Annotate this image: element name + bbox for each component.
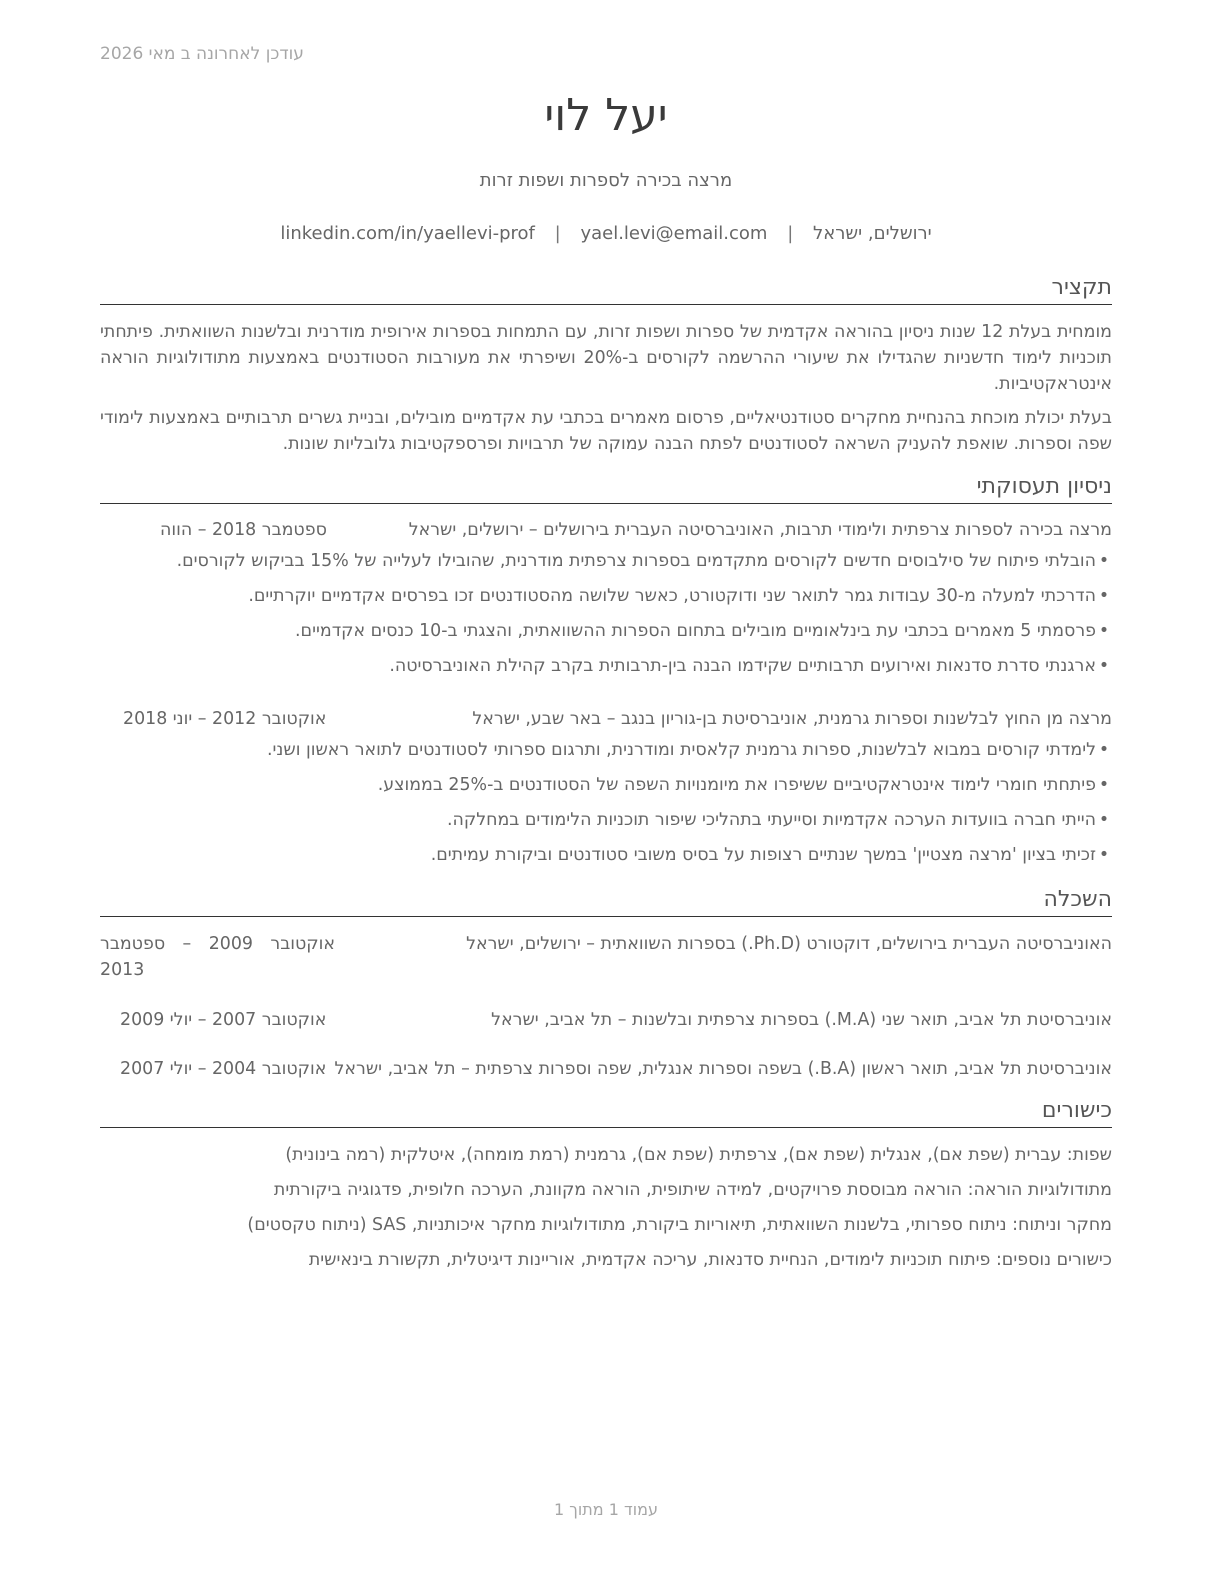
page-number: עמוד 1 מתוך 1 (554, 1500, 658, 1519)
contact-location: ירושלים, ישראל (813, 223, 932, 244)
education-dates: אוקטובר 2004 – יולי 2007 (120, 1059, 327, 1079)
skill-line: שפות: עברית (שפת אם), אנגלית (שפת אם), צרפתית (שפת אם), גרמנית (רמת מומחה), איטלקית (רמה בינונית) (285, 1145, 1112, 1165)
job-bullet: •פרסמתי 5 מאמרים בכתבי עת בינלאומיים מובילים בתחום הספרות ההשוואתית, והצגתי ב-10 כנסים אקדמיים. (295, 621, 1110, 641)
education-dates: אוקטובר 2007 – יולי 2009 (120, 1010, 327, 1030)
skill-line: מתודולוגיות הוראה: הוראה מבוססת פרויקטים, למידה שיתופית, הוראה מקוונת, הערכה חלופית, פדגוגיה ביקורתית (273, 1180, 1112, 1200)
skill-line: כישורים נוספים: פיתוח תוכניות לימודים, הנחיית סדנאות, עריכה אקדמית, אוריינות דיגיטלית, תקשורת בינאישית (308, 1250, 1112, 1270)
education-place: אוניברסיטת תל אביב, תואר ראשון (B.A.) בשפה וספרות אנגלית, שפה וספרות צרפתית – תל אביב, ישראל (334, 1059, 1112, 1079)
education-dates: אוקטובר 2009 – ספטמבר 2013 (100, 934, 335, 980)
job-bullet: •ארגנתי סדרת סדנאות ואירועים תרבותיים שקידמו הבנה בין-תרבותית בקרב קהילת האוניברסיטה. (389, 656, 1110, 676)
job-bullet: •הדרכתי למעלה מ-30 עבודות גמר לתואר שני ודוקטורט, כאשר שלושה מהסטודנטים זכו בפרסים אקדמיים יוקרתיים. (248, 586, 1110, 606)
contact-line (100, 223, 1112, 244)
job-bullet: •הובלתי פיתוח של סילבוסים חדשים לקורסים מתקדמים בספרות צרפתית מודרנית, שהובילו לעלייה של 15% בביקוש לקורסים. (176, 551, 1110, 571)
last-updated: עודכן לאחרונה ב מאי 2026 (100, 44, 304, 64)
education-place: האוניברסיטה העברית בירושלים, דוקטורט (Ph.D.) בספרות השוואתית – ירושלים, ישראל (466, 934, 1112, 954)
skills-heading: כישורים (100, 1097, 1112, 1128)
job-bullet: •פיתחתי חומרי לימוד אינטראקטיביים ששיפרו את מיומנויות השפה של הסטודנטים ב-25% בממוצע. (377, 775, 1110, 795)
experience-heading: ניסיון תעסוקתי (100, 473, 1112, 504)
resume-page (100, 0, 1112, 1584)
summary-heading: תקציר (100, 274, 1112, 305)
job-bullet: •הייתי חברה בוועדות הערכה אקדמיות וסייעתי בתהליכי שיפור תוכניות הלימודים במחלקה. (446, 810, 1110, 830)
candidate-name: יעל לוי (544, 90, 668, 141)
candidate-title: מרצה בכירה לספרות ושפות זרות (479, 170, 733, 191)
job-title-place: מרצה מן החוץ לבלשנות וספרות גרמנית, אוניברסיטת בן-גוריון בנגב – באר שבע, ישראל (472, 709, 1112, 729)
contact-separator: | (787, 223, 794, 244)
job-title-place: מרצה בכירה לספרות צרפתית ולימודי תרבות, האוניברסיטה העברית בירושלים – ירושלים, ישראל (408, 520, 1112, 540)
education-place: אוניברסיטת תל אביב, תואר שני (M.A.) בספרות צרפתית ובלשנות – תל אביב, ישראל (491, 1010, 1112, 1030)
job-bullet: •זכיתי בציון 'מרצה מצטיין' במשך שנתיים רצופות על בסיס משובי סטודנטים וביקורת עמיתים. (430, 845, 1110, 865)
skill-line: מחקר וניתוח: ניתוח ספרותי, בלשנות השוואתית, תיאוריות ביקורת, מתודולוגיות מחקר איכותניות, SAS (ניתוח טקסטים) (247, 1215, 1112, 1235)
summary-paragraph-1: מומחית בעלת 12 שנות ניסיון בהוראה אקדמית של ספרות ושפות זרות, עם התמחות בספרות אירופית מודרנית ובלשנות השוואתית. פיתחתי תוכניות לימוד חדשניות שהגדילו את שיעורי ההרשמה לקורסים ב-20% ושיפרתי את מעורבות הסטודנטים באמצעות מתודולוגיות הוראה אינטראקטיביות. (100, 322, 1112, 394)
education-heading: השכלה (100, 886, 1112, 917)
job-dates: אוקטובר 2012 – יוני 2018 (123, 709, 327, 729)
summary-paragraph-2: בעלת יכולת מוכחת בהנחיית מחקרים סטודנטיאליים, פרסום מאמרים בכתבי עת אקדמיים מובילים, ובניית גשרים תרבותיים באמצעות לימודי שפה וספרות. שואפת להעניק השראה לסטודנטים לפתח הבנה עמוקה של תרבויות ופרספקטיבות גלובליות שונות. (99, 408, 1112, 454)
contact-linkedin[interactable]: linkedin.com/in/yaellevi-prof (280, 223, 535, 244)
job-dates: ספטמבר 2018 – הווה (160, 520, 327, 540)
contact-email[interactable]: yael.levi@email.com (580, 223, 768, 244)
job-bullet: •לימדתי קורסים במבוא לבלשנות, ספרות גרמנית קלאסית ומודרנית, ותרגום ספרותי לסטודנטים לתואר ראשון ושני. (267, 740, 1110, 760)
contact-separator: | (554, 223, 561, 244)
